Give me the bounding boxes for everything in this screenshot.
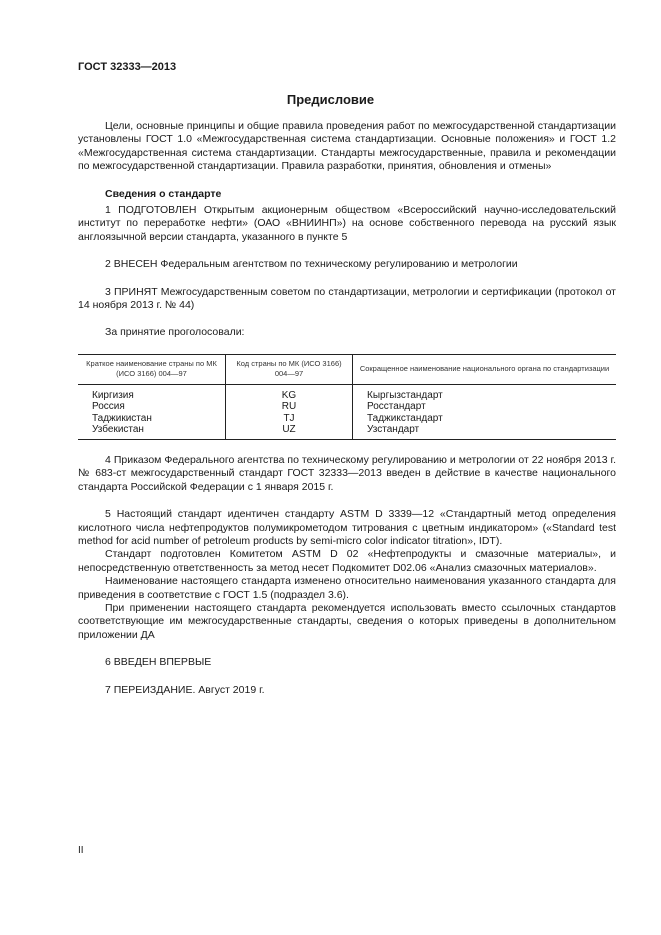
- item-7-paragraph: 7 ПЕРЕИЗДАНИЕ. Август 2019 г.: [105, 683, 265, 696]
- document-header: ГОСТ 32333—2013: [78, 61, 177, 73]
- item-5-title-change-paragraph: Наименование настоящего стандарта изменено относительно наименования указанного стандарта для приведения в соответствие с ГОСТ 1.5 (подраздел 3.6).: [78, 575, 616, 601]
- table-cell-code: TJ: [226, 413, 353, 425]
- intro-paragraph: Цели, основные принципы и общие правила проведения работ по межгосударственной стандартизации установлены ГОСТ 1.0 «Межгосударственная система стандартизации. Основные положения» и ГОСТ 1.2 «Межгосударственная система стандартизации. Стандарты межгосударственные, правила и рекомендации по межгосударственной стандартизации. Правила разработки, принятия, обновления и отмены»: [78, 120, 616, 173]
- table-cell-code: RU: [226, 401, 353, 413]
- table-cell-country: Таджикистан: [92, 412, 152, 424]
- item-5-committee-paragraph: Стандарт подготовлен Комитетом ASTM D 02 «Нефтепродукты и смазочные материалы», и непосредственную ответственность за метод несет Подкомитет D02.06 «Анализ смазочных материалов».: [78, 548, 616, 574]
- table-header-country: Краткое наименование страны по МК (ИСО 3166) 004—97: [78, 354, 226, 384]
- table-row: [78, 413, 616, 425]
- table-header-code: Код страны по МК (ИСО 3166) 004—97: [226, 354, 353, 384]
- table-row: [78, 384, 616, 401]
- vote-intro: За принятие проголосовали:: [105, 326, 245, 339]
- table-cell-country: Россия: [92, 401, 125, 413]
- table-cell-country: Узбекистан: [78, 424, 226, 439]
- section-heading: Сведения о стандарте: [105, 187, 222, 200]
- table-cell-country: Киргизия: [92, 389, 134, 401]
- table-cell-body: Узстандарт: [353, 424, 617, 439]
- item-5-paragraph: 5 Настоящий стандарт идентичен стандарту ASTM D 3339—12 «Стандартный метод определения кислотного числа нефтепродуктов полумикрометодом титрования с цветным индикатором» («Standard test method for acid number of petroleum products by semi-micro color indicator titration», IDT).: [78, 508, 616, 547]
- item-1-paragraph: 1 ПОДГОТОВЛЕН Открытым акционерным обществом «Всероссийский научно-исследовательский институт по переработке нефти» (ОАО «ВНИИНП») на основе собственного перевода на русский язык англоязычной версии стандарта, указанного в пункте 5: [78, 204, 616, 243]
- item-2-paragraph: 2 ВНЕСЕН Федеральным агентством по техническому регулированию и метрологии: [105, 258, 518, 271]
- voting-table: [78, 354, 616, 440]
- table-cell-body: Таджикстандарт: [353, 413, 617, 425]
- item-4-paragraph: 4 Приказом Федерального агентства по техническому регулированию и метрологии от 22 ноября 2013 г. № 683-ст межгосударственный стандарт ГОСТ 32333—2013 введен в действие в качестве национального стандарта Российской Федерации с 1 января 2015 г.: [78, 453, 616, 493]
- document-body: [78, 120, 616, 697]
- table-row: [78, 424, 616, 439]
- page-title: Предисловие: [286, 92, 375, 107]
- item-6-paragraph: 6 ВВЕДЕН ВПЕРВЫЕ: [105, 656, 212, 669]
- item-5-references-paragraph: При применении настоящего стандарта рекомендуется использовать вместо ссылочных стандартов соответствующие им межгосударственные стандарты, сведения о которых приведены в дополнительном приложении ДА: [78, 601, 616, 641]
- item-3-paragraph: 3 ПРИНЯТ Межгосударственным советом по стандартизации, метрологии и сертификации (протокол от 14 ноября 2013 г. № 44): [78, 285, 616, 312]
- table-cell-code: UZ: [226, 424, 353, 439]
- table-cell-body: Росстандарт: [353, 401, 617, 413]
- page-number: II: [78, 845, 84, 856]
- table-cell-body: Кыргызстандарт: [353, 384, 617, 401]
- table-row: [78, 401, 616, 413]
- table-header-row: [78, 354, 616, 384]
- table-header-body: Сокращенное наименование национального органа по стандартизации: [353, 354, 617, 384]
- table-cell-code: KG: [226, 384, 353, 401]
